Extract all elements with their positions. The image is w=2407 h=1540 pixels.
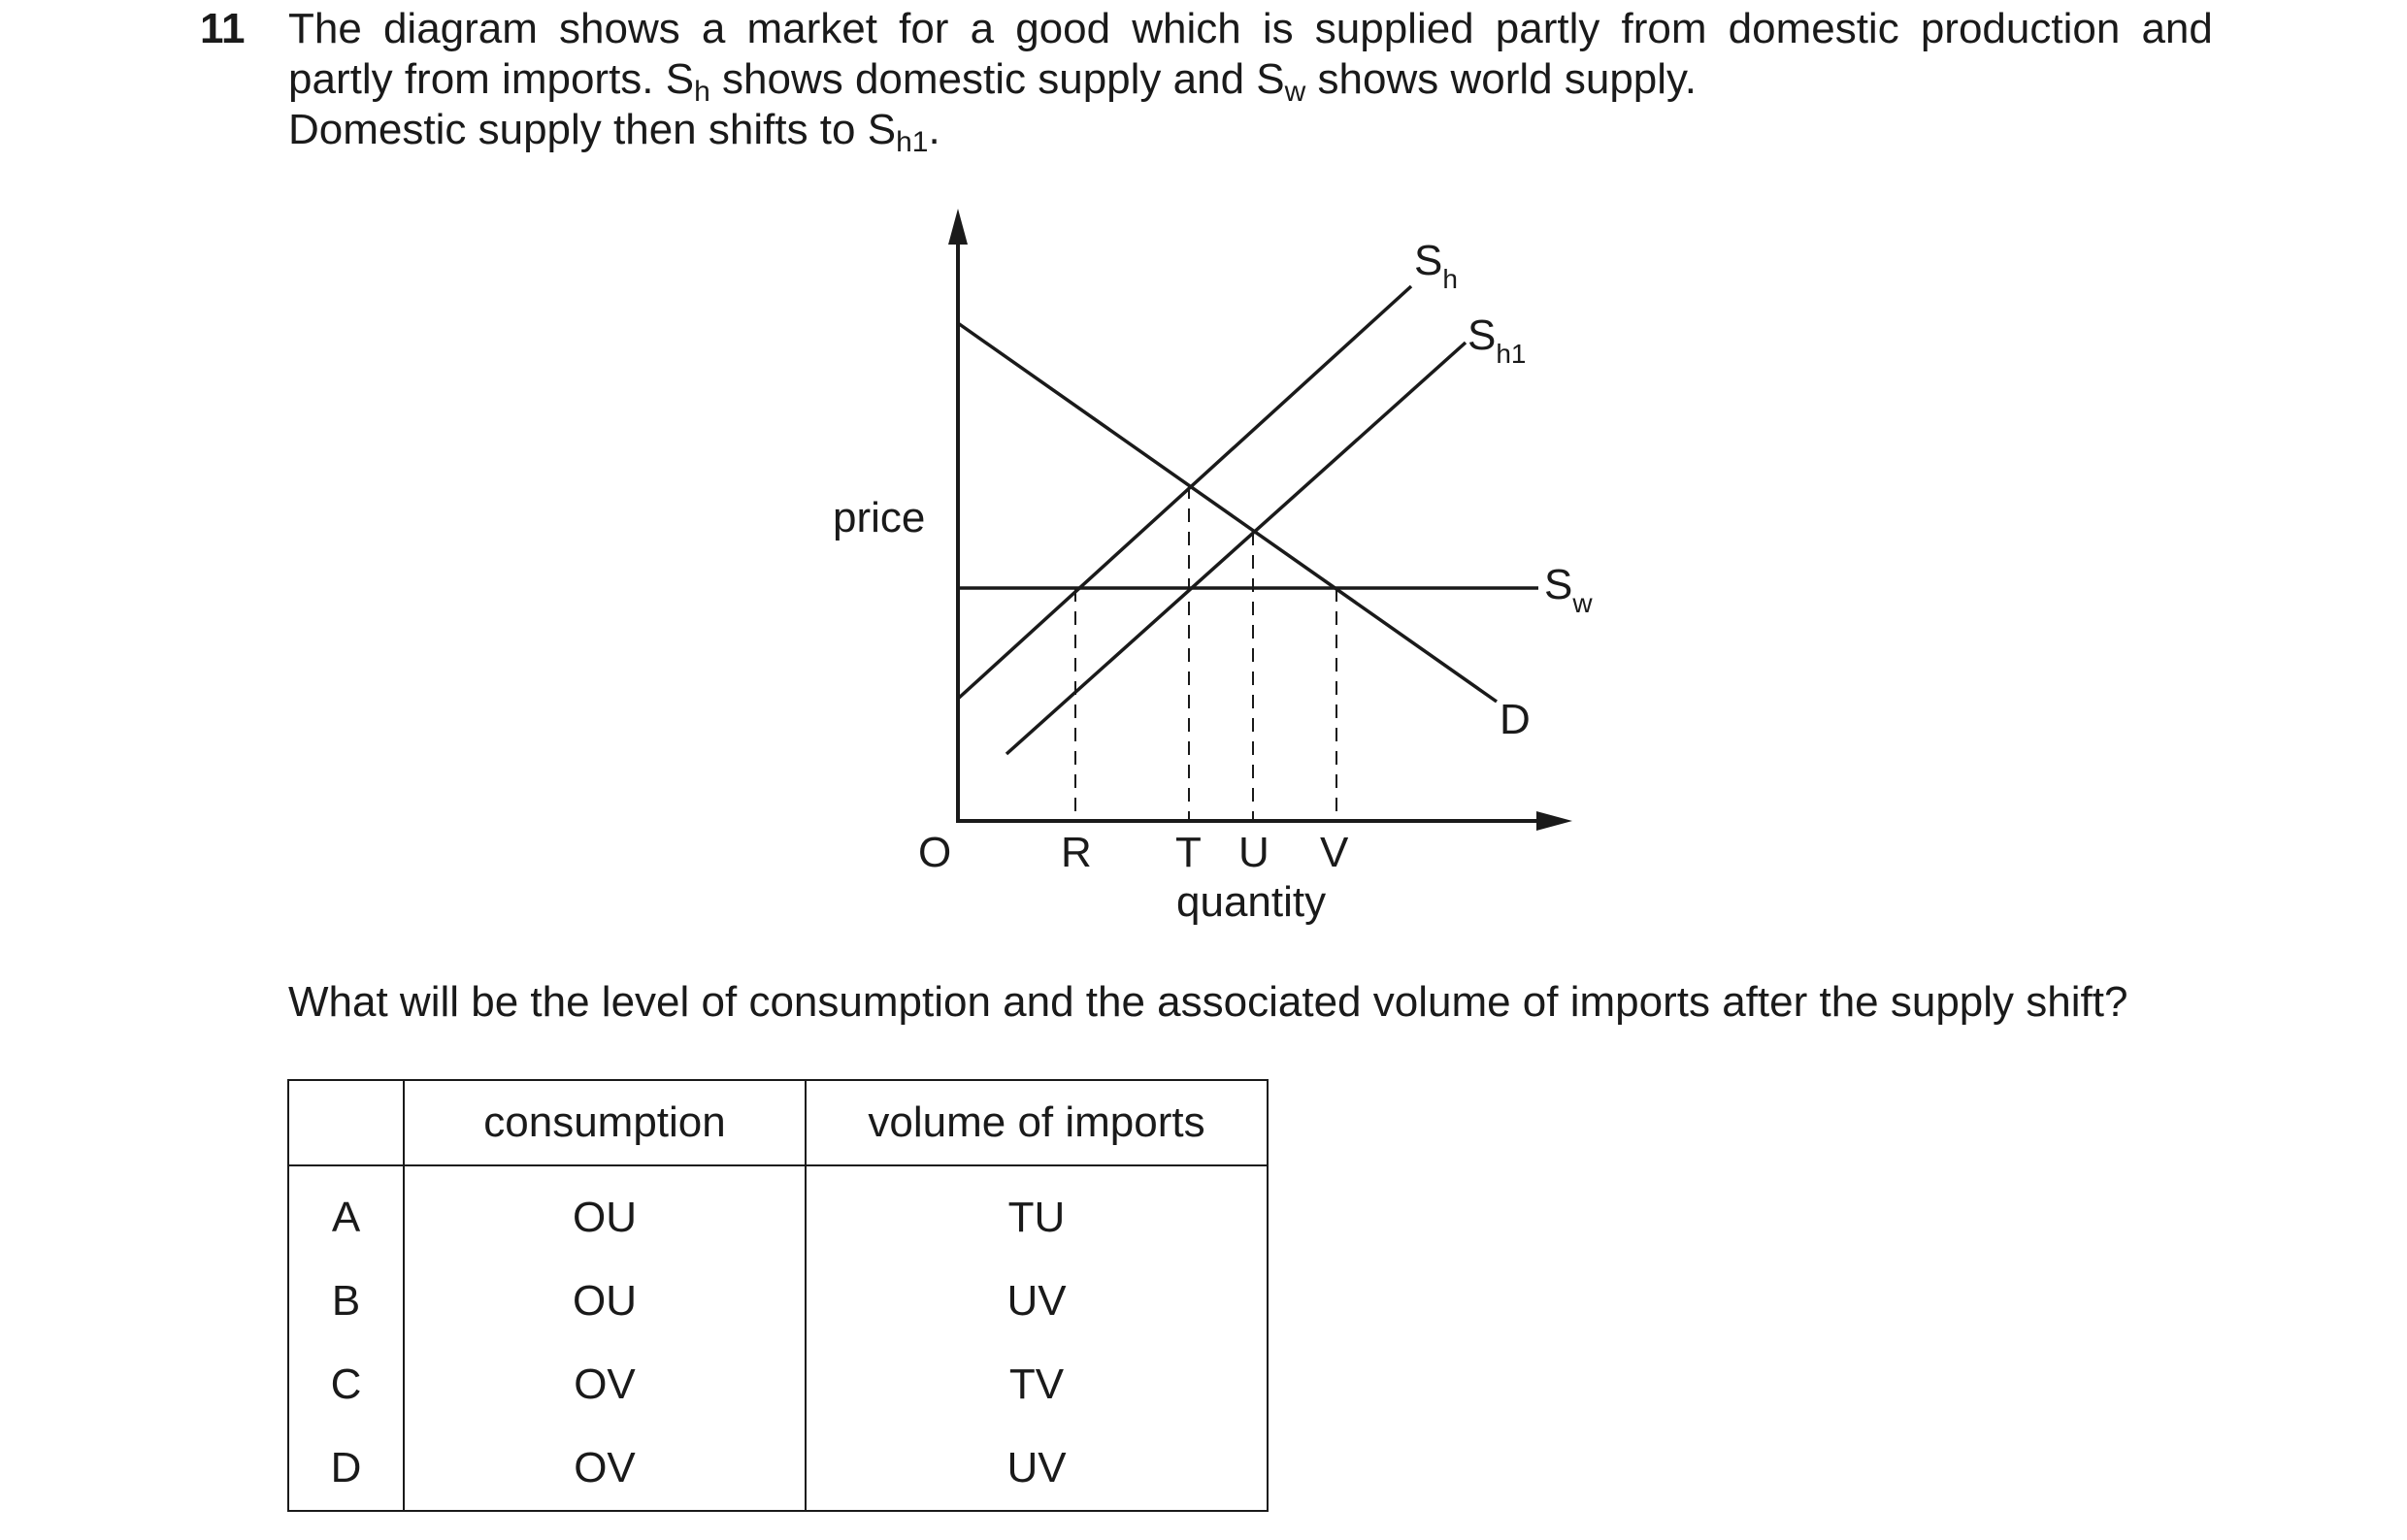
stem-word: supplied bbox=[1314, 5, 1474, 52]
y-axis-label: price bbox=[833, 494, 926, 541]
option-key: A bbox=[288, 1165, 404, 1260]
x-point-v: V bbox=[1320, 829, 1349, 876]
origin-label: O bbox=[918, 829, 952, 876]
header-imports: volume of imports bbox=[806, 1080, 1268, 1165]
stem-word: which bbox=[1132, 5, 1241, 52]
option-key: D bbox=[288, 1426, 404, 1511]
answer-row-c[interactable] bbox=[288, 1343, 1268, 1426]
stem-word: diagram bbox=[382, 5, 538, 52]
answer-table bbox=[287, 1079, 1269, 1512]
option-consumption: OU bbox=[404, 1260, 806, 1343]
stem-line-3-sub-h1: h1 bbox=[896, 126, 929, 158]
question-number: 11 bbox=[200, 5, 246, 52]
answer-table-header-row bbox=[288, 1080, 1268, 1165]
stem-line-2-part-c: shows world supply. bbox=[1305, 55, 1697, 103]
stem-word: is bbox=[1262, 5, 1294, 52]
stem-word: a bbox=[970, 5, 995, 52]
x-point-r: R bbox=[1061, 829, 1092, 876]
stem-word: good bbox=[1015, 5, 1111, 52]
stem-line-2-part-a: partly from imports. S bbox=[288, 55, 695, 103]
demand-curve bbox=[958, 323, 1497, 702]
label-sw: $S_w$ bbox=[1544, 561, 1593, 618]
domestic-supply-curve-sh bbox=[958, 286, 1411, 699]
x-axis-label: quantity bbox=[1176, 878, 1327, 926]
stem-line-3-part-a: Domestic supply then shifts to S bbox=[288, 106, 897, 153]
option-consumption: OU bbox=[404, 1165, 806, 1260]
header-key bbox=[288, 1080, 404, 1165]
y-axis-arrowhead bbox=[948, 209, 968, 245]
stem-line-2-part-b: shows domestic supply and S bbox=[709, 55, 1285, 103]
answer-row-d[interactable] bbox=[288, 1426, 1268, 1511]
stem-word: production bbox=[1920, 5, 2121, 52]
stem-word: and bbox=[2141, 5, 2213, 52]
x-axis-arrowhead bbox=[1536, 811, 1572, 831]
stem-word: partly bbox=[1495, 5, 1600, 52]
stem-word: The bbox=[288, 5, 362, 52]
label-sh1: $S_{h1}$ bbox=[1467, 311, 1527, 369]
stem-line-2-sub-w: w bbox=[1284, 76, 1306, 108]
x-point-t: T bbox=[1175, 829, 1202, 876]
stem-word: a bbox=[701, 5, 726, 52]
stem-word: from bbox=[1621, 5, 1707, 52]
option-imports: UV bbox=[806, 1260, 1268, 1343]
stem-line-3-part-b: . bbox=[928, 106, 940, 153]
stem-line-2-sub-h: h bbox=[694, 76, 710, 108]
stem-word: shows bbox=[559, 5, 680, 52]
label-d: D bbox=[1500, 696, 1531, 743]
answer-row-b[interactable] bbox=[288, 1260, 1268, 1343]
label-sh: $S_h$ bbox=[1414, 237, 1458, 294]
stem-word: market bbox=[746, 5, 877, 52]
question-prompt: What will be the level of consumption and the associated volume of imports after the supply shift? bbox=[288, 978, 2128, 1026]
option-key: C bbox=[288, 1343, 404, 1426]
answer-row-a[interactable] bbox=[288, 1165, 1268, 1260]
option-imports: UV bbox=[806, 1426, 1268, 1511]
option-imports: TU bbox=[806, 1165, 1268, 1260]
option-key: B bbox=[288, 1260, 404, 1343]
stem-word: for bbox=[899, 5, 949, 52]
option-consumption: OV bbox=[404, 1426, 806, 1511]
stem-word: domestic bbox=[1728, 5, 1899, 52]
header-consumption: consumption bbox=[404, 1080, 806, 1165]
x-point-u: U bbox=[1238, 829, 1269, 876]
option-consumption: OV bbox=[404, 1343, 806, 1426]
option-imports: TV bbox=[806, 1343, 1268, 1426]
